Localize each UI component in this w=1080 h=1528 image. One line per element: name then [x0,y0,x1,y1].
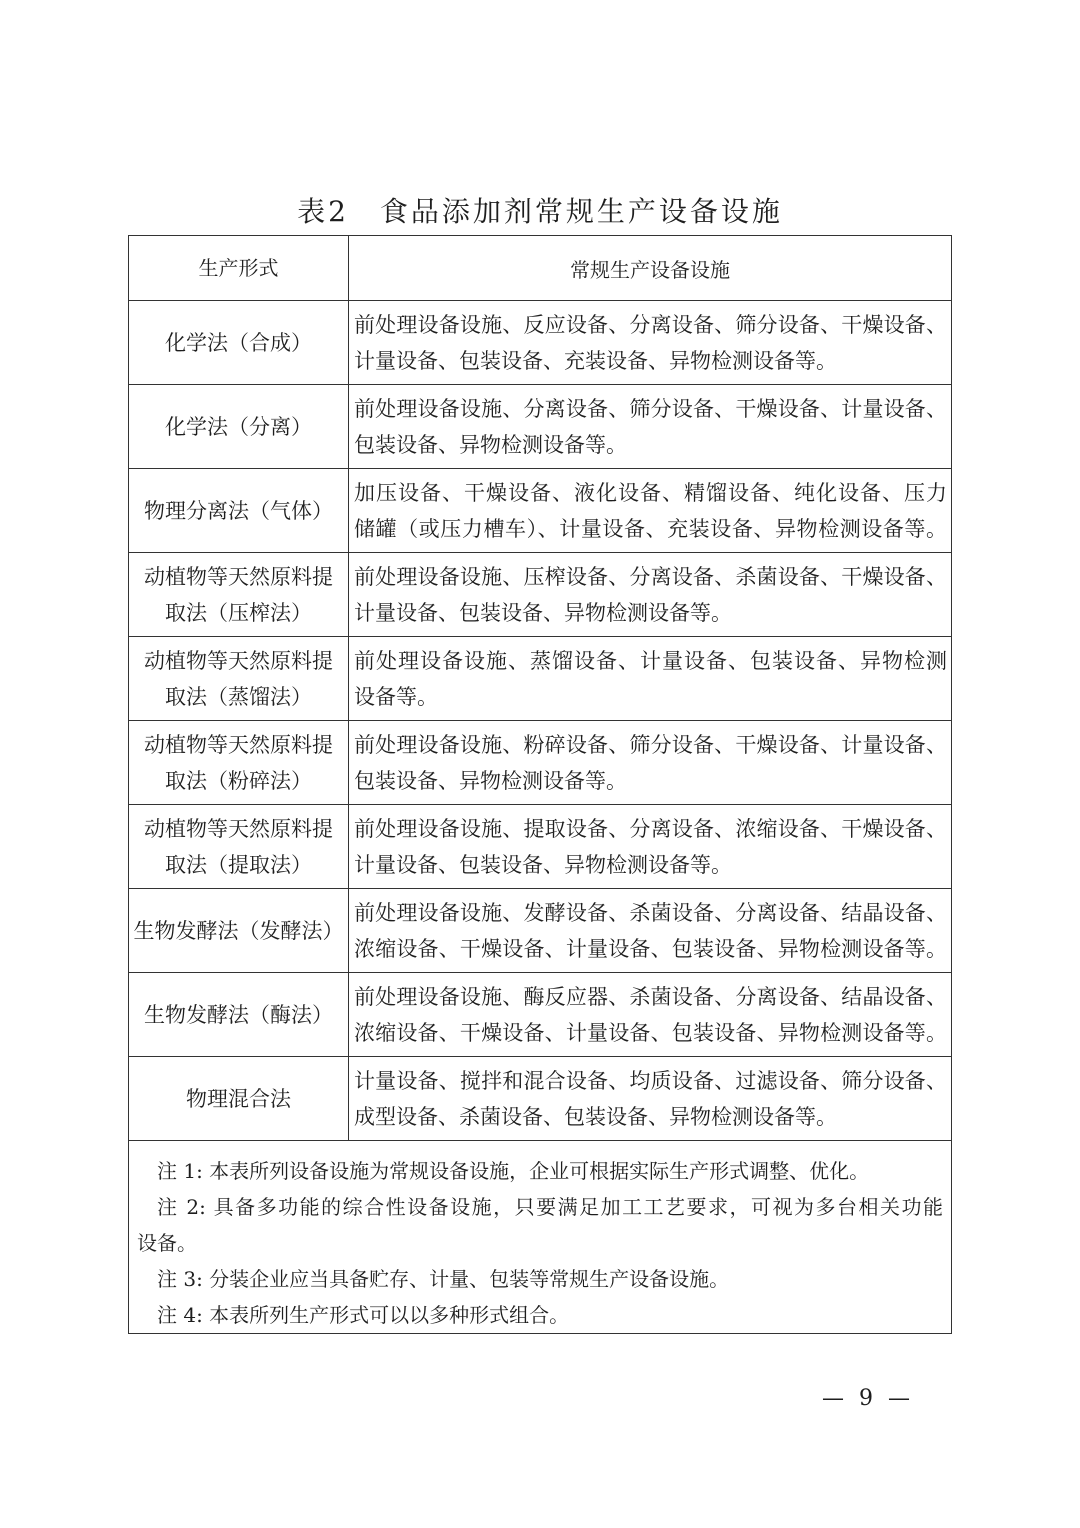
table-title: 表2 食品添加剂常规生产设备设施 [297,195,783,228]
form-line: 取法（提取法） [165,852,312,877]
production-form-cell [129,469,349,553]
table-header-row [129,236,952,301]
notes-row [129,1141,952,1334]
equipment-line: 前处理设备设施、压榨设备、分离设备、杀菌设备、干燥设备、 [354,564,947,589]
production-form-cell [129,637,349,721]
table-row [129,469,952,553]
equipment-line: 包装设备、异物检测设备等。 [354,432,627,457]
form-line: 取法（蒸馏法） [165,684,312,709]
equipment-cell [349,973,952,1057]
equipment-line: 浓缩设备、干燥设备、计量设备、包装设备、异物检测设备等。 [354,936,947,961]
page-number: — 9 — [822,1386,914,1411]
header-equipment: 常规生产设备设施 [349,236,952,301]
equipment-cell [349,1057,952,1141]
equipment-line: 前处理设备设施、酶反应器、杀菌设备、分离设备、结晶设备、 [354,984,947,1009]
production-form-cell [129,301,349,385]
equipment-line: 包装设备、异物检测设备等。 [354,768,627,793]
equipment-cell [349,889,952,973]
equipment-line: 计量设备、包装设备、充装设备、异物检测设备等。 [354,348,837,373]
note-4: 注 4: 本表所列生产形式可以以多种形式组合。 [157,1303,570,1327]
production-form-cell [129,1057,349,1141]
form-line: 取法（粉碎法） [165,768,312,793]
equipment-line: 浓缩设备、干燥设备、计量设备、包装设备、异物检测设备等。 [354,1020,947,1045]
table-row [129,889,952,973]
equipment-line: 储罐（或压力槽车）、计量设备、充装设备、异物检测设备等。 [354,516,947,541]
equipment-line: 前处理设备设施、发酵设备、杀菌设备、分离设备、结晶设备、 [354,900,947,925]
table-row [129,805,952,889]
production-form-cell [129,805,349,889]
production-form-cell [129,553,349,637]
note-2: 注 2: 具备多功能的综合性设备设施，只要满足加工工艺要求，可视为多台相关功能 [157,1195,943,1219]
equipment-cell [349,721,952,805]
equipment-cell [349,385,952,469]
note-3: 注 3: 分装企业应当具备贮存、计量、包装等常规生产设备设施。 [157,1267,730,1291]
form-line: 物理分离法（气体） [144,498,333,523]
equipment-line: 前处理设备设施、提取设备、分离设备、浓缩设备、干燥设备、 [354,816,947,841]
table-row [129,553,952,637]
form-line: 取法（压榨法） [165,600,312,625]
equipment-cell [349,805,952,889]
production-form-cell [129,721,349,805]
equipment-line: 计量设备、搅拌和混合设备、均质设备、过滤设备、筛分设备、 [354,1068,947,1093]
equipment-line: 前处理设备设施、分离设备、筛分设备、干燥设备、计量设备、 [354,396,947,421]
equipment-cell [349,301,952,385]
equipment-table [128,235,952,1334]
header-production-form: 生产形式 [129,236,349,301]
form-line: 动植物等天然原料提 [144,816,333,841]
equipment-line: 设备等。 [354,684,438,709]
equipment-cell [349,469,952,553]
table-row [129,1057,952,1141]
form-line: 动植物等天然原料提 [144,648,333,673]
table-row [129,637,952,721]
notes-cell [129,1141,952,1334]
equipment-line: 成型设备、杀菌设备、包装设备、异物检测设备等。 [354,1104,837,1129]
equipment-line: 前处理设备设施、粉碎设备、筛分设备、干燥设备、计量设备、 [354,732,947,757]
equipment-line: 加压设备、干燥设备、液化设备、精馏设备、纯化设备、压力 [354,480,947,505]
form-line: 化学法（合成） [165,330,312,355]
equipment-cell [349,553,952,637]
production-form-cell [129,385,349,469]
equipment-line: 前处理设备设施、蒸馏设备、计量设备、包装设备、异物检测 [354,648,947,673]
form-line: 化学法（分离） [165,414,312,439]
equipment-cell [349,637,952,721]
form-line: 物理混合法 [186,1086,291,1111]
form-line: 生物发酵法（发酵法） [133,918,344,943]
equipment-line: 计量设备、包装设备、异物检测设备等。 [354,600,732,625]
form-line: 动植物等天然原料提 [144,732,333,757]
production-form-cell [129,973,349,1057]
table-row [129,721,952,805]
form-line: 生物发酵法（酶法） [144,1002,333,1027]
table-row [129,973,952,1057]
note-2-continuation: 设备。 [137,1231,197,1255]
form-line: 动植物等天然原料提 [144,564,333,589]
note-1: 注 1: 本表所列设备设施为常规设备设施，企业可根据实际生产形式调整、优化。 [157,1159,870,1183]
table-row [129,385,952,469]
production-form-cell [129,889,349,973]
table-row [129,301,952,385]
equipment-line: 计量设备、包装设备、异物检测设备等。 [354,852,732,877]
equipment-line: 前处理设备设施、反应设备、分离设备、筛分设备、干燥设备、 [354,312,947,337]
